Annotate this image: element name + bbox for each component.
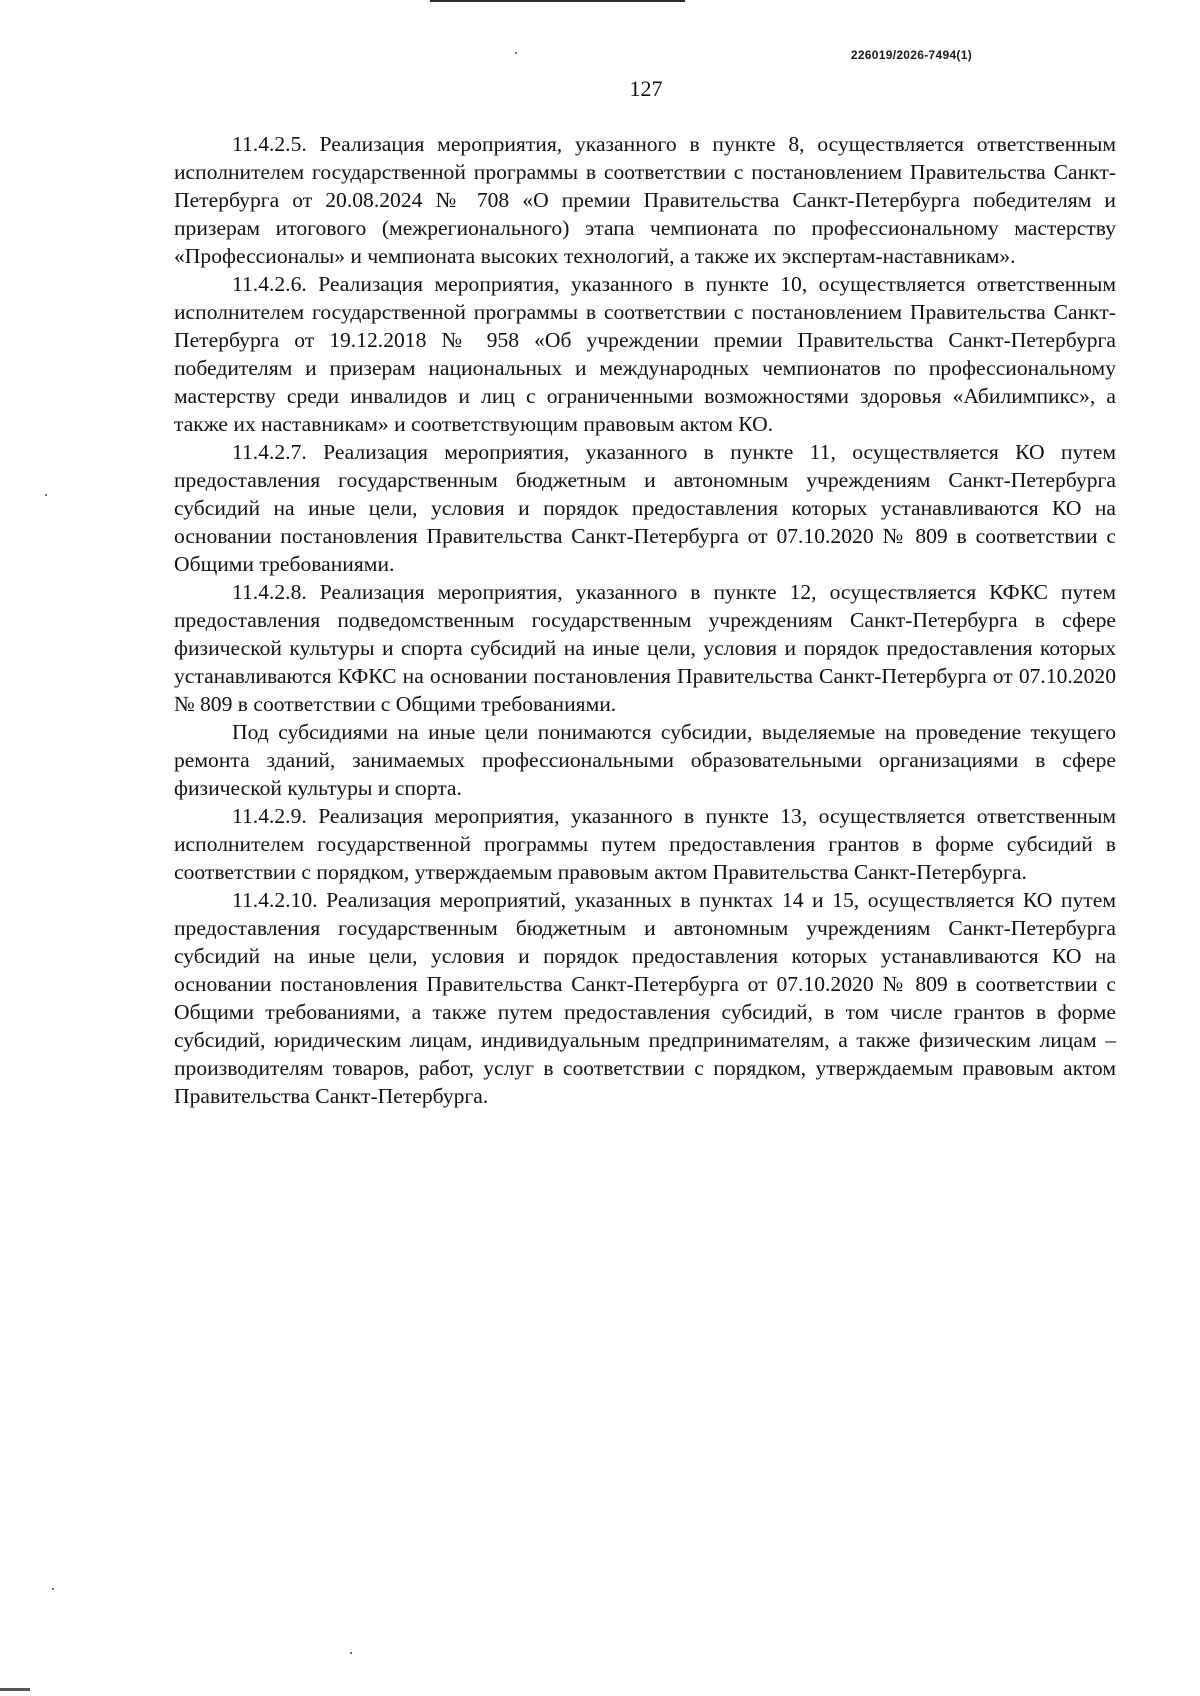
paragraph-11-4-2-10: 11.4.2.10. Реализация мероприятий, указанных в пунктах 14 и 15, осуществляется КО путем предоставления государственным бюджетным и автономным учреждениям Санкт-Петербурга субсидий на иные цели, условия и порядок предоставления которых устанавливаются КО на основании постановления Правительства Санкт-Петербурга от 07.10.2020 № 809 в соответствии с Общими требованиями, а также путем предоставления субсидий, в том числе грантов в форме субсидий, юридическим лицам, индивидуальным предпринимателям, а также физическим лицам – производителям товаров, работ, услуг в соответствии с порядком, утверждаемым правовым актом Правительства Санкт-Петербурга. xyxy=(174,888,1116,1108)
paragraph-11-4-2-8: 11.4.2.8. Реализация мероприятия, указанного в пункте 12, осуществляется КФКС путем предоставления подведомственным государственным учреждениям Санкт-Петербурга в сфере физической культуры и спорта субсидий на иные цели, условия и порядок предоставления которых устанавливаются КФКС на основании постановления Правительства Санкт-Петербурга от 07.10.2020 № 809 в соответствии с Общими требованиями. xyxy=(174,580,1116,716)
document-body xyxy=(174,130,1116,1110)
scan-speck xyxy=(350,1652,352,1654)
document-registration-number: 226019/2026-7494(1) xyxy=(850,48,972,62)
paragraph-11-4-2-5: 11.4.2.5. Реализация мероприятия, указанного в пункте 8, осуществляется ответственным исполнителем государственной программы в соответствии с постановлением Правительства Санкт-Петербурга от 20.08.2024 № 708 «О премии Правительства Санкт-Петербурга победителям и призерам итогового (межрегионального) этапа чемпионата по профессиональному мастерству «Профессионалы» и чемпионата высоких технологий, а также их экспертам-наставникам». xyxy=(174,132,1116,268)
paragraph-11-4-2-7: 11.4.2.7. Реализация мероприятия, указанного в пункте 11, осуществляется КО путем предоставления государственным бюджетным и автономным учреждениям Санкт-Петербурга субсидий на иные цели, условия и порядок предоставления которых устанавливаются КО на основании постановления Правительства Санкт-Петербурга от 07.10.2020 № 809 в соответствии с Общими требованиями. xyxy=(174,440,1116,576)
scan-speck xyxy=(45,494,47,496)
scan-speck xyxy=(515,52,517,54)
paragraph-11-4-2-9: 11.4.2.9. Реализация мероприятия, указанного в пункте 13, осуществляется ответственным исполнителем государственной программы путем предоставления грантов в форме субсидий в соответствии с порядком, утверждаемым правовым актом Правительства Санкт-Петербурга. xyxy=(174,804,1116,884)
scan-speck xyxy=(52,1588,54,1590)
scan-corner-mark xyxy=(0,1688,30,1691)
top-edge-rule xyxy=(430,0,685,2)
paragraph-subsidies-definition: Под субсидиями на иные цели понимаются субсидии, выделяемые на проведение текущего ремонта зданий, занимаемых профессиональными образовательными организациями в сфере физической культуры и спорта. xyxy=(174,720,1116,800)
page-number: 127 xyxy=(629,76,663,101)
paragraph-11-4-2-6: 11.4.2.6. Реализация мероприятия, указанного в пункте 10, осуществляется ответственным исполнителем государственной программы в соответствии с постановлением Правительства Санкт-Петербурга от 19.12.2018 № 958 «Об учреждении премии Правительства Санкт-Петербурга победителям и призерам национальных и международных чемпионатов по профессиональному мастерству среди инвалидов и лиц с ограниченными возможностями здоровья «Абилимпикс», а также их наставникам» и соответствующим правовым актом КО. xyxy=(174,272,1116,436)
